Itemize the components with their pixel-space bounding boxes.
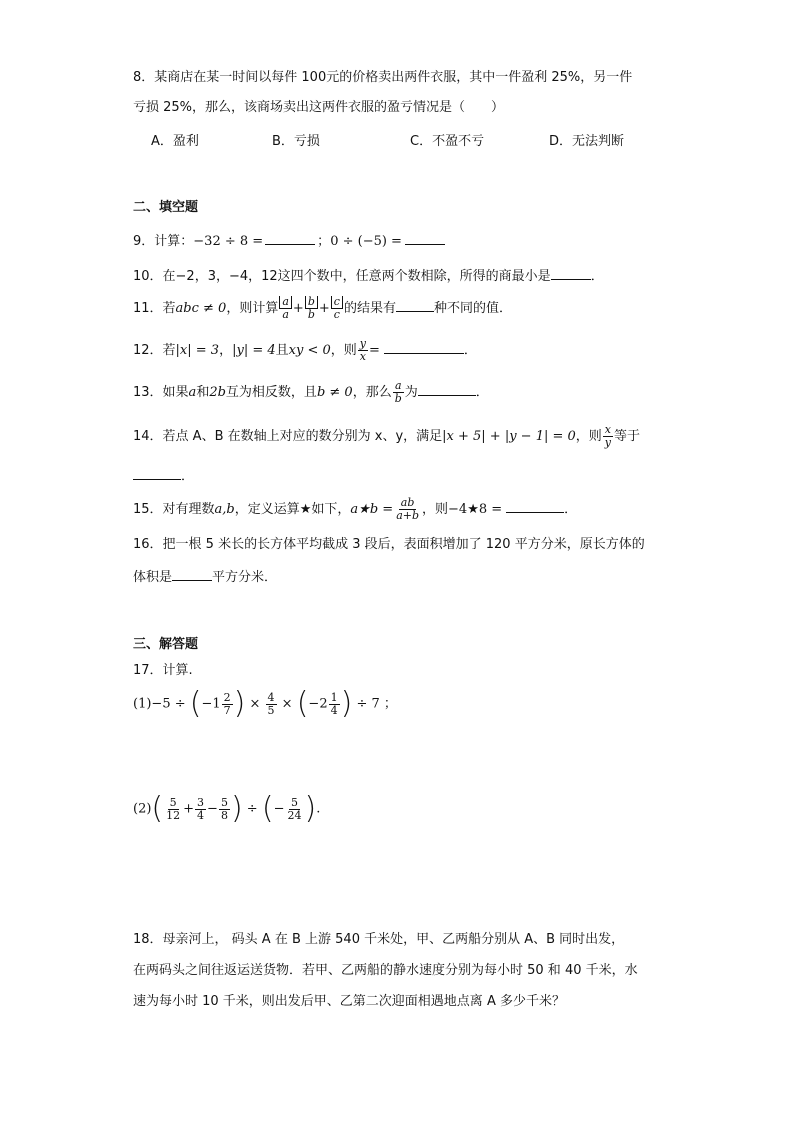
q14-equation: |x + 5| + |y − 1| = 0: [442, 429, 576, 444]
q13-he: 和: [196, 385, 210, 400]
q8-line2: 亏损 25%，那么，该商场卖出这两件衣服的盈亏情况是（ ）: [133, 100, 505, 115]
q12-end: ．: [463, 343, 477, 358]
q12-cond1: |x| = 3: [175, 343, 220, 358]
q13-var-2b: 2b: [209, 385, 226, 400]
q15-prefix: 15．对有理数: [133, 502, 215, 517]
q18-line3: 速为每小时 10 千米，则出发后甲、乙第二次迎面相遇地点离 A 多少千米？: [133, 994, 565, 1009]
q15-def: a★b =: [350, 502, 394, 517]
q9: [133, 231, 445, 251]
q13-wei: 为: [404, 385, 418, 400]
q9-blank1: [265, 231, 315, 245]
q13: [133, 380, 489, 410]
q14-then: ，则: [575, 429, 602, 444]
q18-line2: 在两码头之间往返运送货物．若甲、乙两船的静水速度分别为每小时 50 和 40 千米，水: [133, 963, 638, 978]
q12-frac-y-x: $\frac{y}{x}$: [359, 337, 366, 363]
q12-then: ，则: [330, 343, 357, 358]
q14-tail: 等于: [614, 429, 641, 444]
q16-line2b: 平方分米．: [212, 570, 278, 585]
q9-expr1: −32 ÷ 8 =: [193, 234, 264, 249]
q9-prefix: 9．计算：: [133, 234, 194, 249]
q13-frac-a-b: $\frac{a}{b}$: [394, 379, 402, 405]
q13-blank: [418, 382, 476, 396]
q12-prefix: 12．若: [133, 343, 176, 358]
q8-option-a: A．盈利: [151, 134, 199, 149]
q11-tail: 种不同的值．: [433, 301, 512, 316]
q14-end: ．: [181, 469, 195, 484]
q9-sep: ；: [317, 234, 331, 249]
q16-line2: [133, 567, 277, 587]
q17-part1-label: (1): [133, 696, 152, 712]
q14-line1: [133, 424, 640, 454]
q14-line2: [133, 466, 194, 486]
q12-cond2: |y| = 4: [232, 343, 276, 358]
q11-mid: ，则计算: [226, 301, 279, 316]
q8-option-c: C．不盈不亏: [410, 134, 485, 149]
q14-text: 14．若点 A、B 在数轴上对应的数分别为 x、y，满足: [133, 429, 443, 444]
q11-frac-a: $\frac{a}{a}$: [279, 296, 292, 321]
q13-cond: b ≠ 0: [316, 385, 353, 400]
q12-cond3: xy < 0: [288, 343, 331, 358]
q15-mid: ，定义运算★如下，: [234, 502, 351, 517]
q10-text: 10．在−2，3，−4，12这四个数中，任意两个数相除，所得的商最小是: [133, 269, 551, 284]
q18-line1: 18．母亲河上， 码头 A 在 B 上游 540 千米处，甲、乙两船分别从 A、B 同时出发，: [133, 932, 625, 947]
q15-end: ．: [564, 502, 578, 517]
q11-prefix: 11．若: [133, 301, 176, 316]
q12-blank: [384, 340, 464, 354]
q16-line2a: 体积是: [133, 570, 173, 585]
q11-frac-b: $\frac{b}{b}$: [305, 296, 318, 321]
q11-blank: [396, 298, 434, 312]
q16-line1: 16．把一根 5 米长的长方体平均截成 3 段后，表面积增加了 120 平方分米，原长方体的: [133, 537, 645, 552]
q12: 12．若|x| = 3，|y| = 4且xy < 0，则 $\frac{y}{x}$ = ．: [133, 337, 477, 363]
q9-blank2: [405, 231, 445, 245]
q14-blank: [133, 466, 181, 480]
q8-option-b: B．亏损: [272, 134, 320, 149]
q13-end: ．: [475, 385, 489, 400]
q15-vars: a,b: [214, 502, 235, 517]
q13-var-a: a: [188, 385, 197, 400]
q13-mid: 互为相反数，且: [225, 385, 317, 400]
q10-end: ．: [590, 269, 604, 284]
q17-part2: (2)( $\frac{5}{12}$ + $\frac{3}{4}$ − $\frac{5}{8}$ ) ÷ (− $\frac{5}{24}$ ).: [133, 791, 321, 826]
q11-after: 的结果有: [343, 301, 396, 316]
q17-title: 17．计算.: [133, 663, 193, 678]
q11: 11．若abc ≠ 0，则计算 $\frac{a}{a}$ + $\frac{b}{b}$ + $\frac{c}{c}$ 的结果有 种不同的值．: [133, 295, 512, 321]
q11-cond: abc ≠ 0: [175, 301, 227, 316]
q14-frac-x-y: $\frac{x}{y}$: [604, 423, 612, 449]
q13-prefix: 13．如果: [133, 385, 189, 400]
q15: [133, 497, 577, 527]
q17-part1: (1)−5 ÷ (−1 $\frac{2}{7}$ ) × $\frac{4}{5}$ × (−2 $\frac{1}{4}$ ) ÷ 7 ；: [133, 686, 397, 721]
q15-then: ，则: [422, 502, 449, 517]
q9-expr2: 0 ÷ (−5) =: [330, 234, 402, 249]
q10-blank: [551, 266, 591, 280]
q15-expr: −4★8 =: [448, 502, 503, 517]
q8-line1: 8．某商店在某一时间以每件 100元的价格卖出两件衣服，其中一件盈利 25%，另一件: [133, 70, 633, 85]
q15-frac-ab: $\frac{ab}{a+b}$: [396, 496, 420, 522]
q10: [133, 266, 604, 286]
q11-frac-c: $\frac{c}{c}$: [331, 296, 343, 321]
q8-option-d: D．无法判断: [549, 134, 625, 149]
q13-then: ，那么: [352, 385, 392, 400]
q16-blank: [172, 567, 212, 581]
q17-part2-label: (2): [133, 801, 152, 817]
q12-and: 且: [275, 343, 289, 358]
q15-blank: [506, 499, 564, 513]
section-answer-heading: 三、解答题: [133, 637, 199, 652]
section-fill-in-heading: 二、填空题: [133, 200, 199, 215]
